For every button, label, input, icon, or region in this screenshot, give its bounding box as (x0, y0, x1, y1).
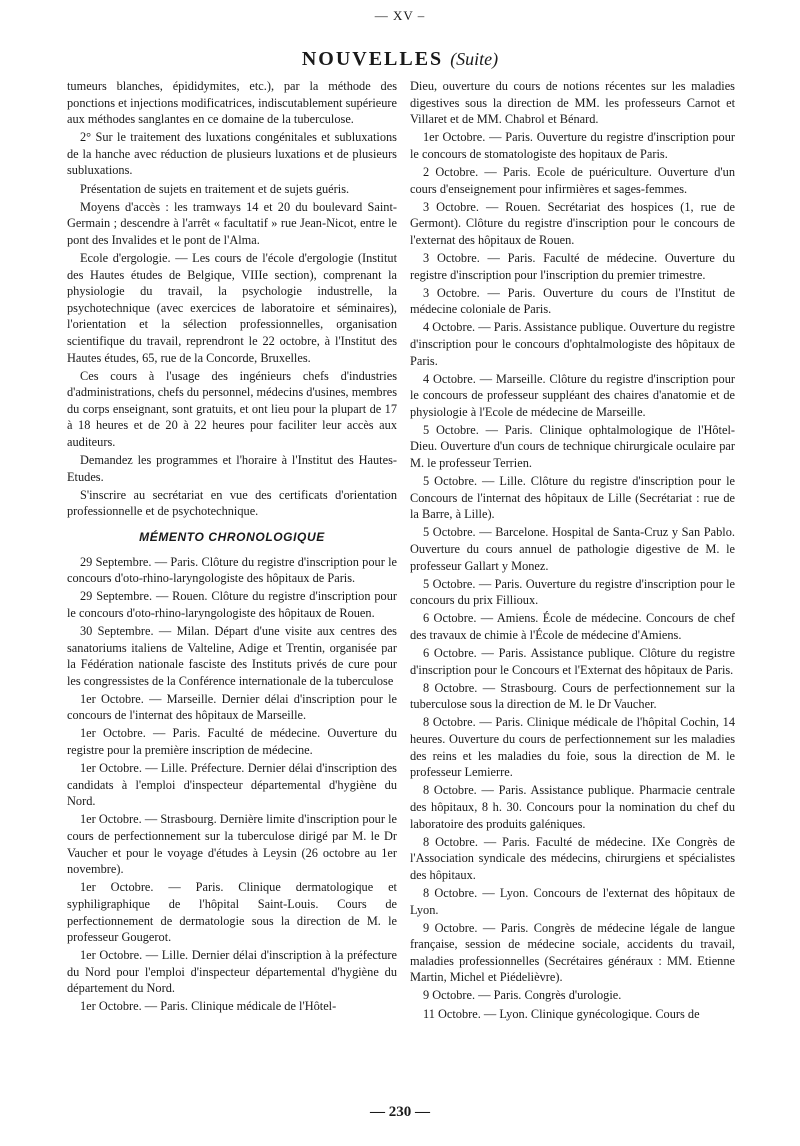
paragraph: Ces cours à l'usage des ingénieurs chefs d'industries d'administrations, chefs du personnel, médecins d'usines, membres du corps enseignant, sont gratuits, et ont lieu pour la plupart de 17 à 18 heures et de 20 à 22 heures pour faciliter leur accès aux auditeurs. (67, 368, 397, 449)
memento-entry: 8 Octobre. — Paris. Assistance publique. Pharmacie centrale des hôpitaux, 8 h. 30. Concours pour la nomination du chef du laboratoire des produits galéniques. (410, 783, 735, 831)
page-number: — 230 — (370, 1104, 430, 1120)
memento-entry: 9 Octobre. — Paris. Congrès de médecine légale de langue française, session de médecine sociale, accidents du travail, maladies professionnelles (Secrétaires généraux : MM. Etienne Martin, Michel et Piédelièvre). (410, 920, 735, 985)
memento-entry: 1er Octobre. — Lille. Dernier délai d'inscription à la préfecture du Nord pour l'emploi d'inspecteur départemental d'hygiène du département du Nord. (67, 948, 397, 996)
memento-entry: 3 Octobre. — Rouen. Secrétariat des hospices (1, rue de Germont). Clôture du registre d'inscription pour le concours de l'externat des hôpitaux de Rouen. (410, 199, 735, 247)
memento-entry: 1er Octobre. — Marseille. Dernier délai d'inscription pour le concours de l'internat des hôpitaux de Marseille. (67, 691, 397, 723)
memento-entry: 11 Octobre. — Lyon. Clinique gynécologique. Cours de (423, 1006, 700, 1021)
memento-entry: 1er Octobre. — Lille. Préfecture. Dernier délai d'inscription des candidats à l'emploi d'inspecteur départemental d'hygiène du Nord. (67, 761, 397, 809)
memento-entry: 5 Octobre. — Paris. Ouverture du registre d'inscription pour le concours du prix Fillioux. (410, 576, 735, 608)
memento-entry: Dieu, ouverture du cours de notions récentes sur les maladies digestives sous la direction de MM. les professeurs Carnot et Villaret et de MM. Chabrol et Bénard. (410, 79, 735, 127)
memento-entry: 29 Septembre. — Paris. Clôture du registre d'inscription pour le concours d'oto-rhino-laryngologiste des hôpitaux de Paris. (67, 554, 397, 586)
roman-page-number: — XV – (374, 8, 426, 23)
paragraph: Présentation de sujets en traitement et de sujets guéris. (80, 181, 350, 196)
title-text: NOUVELLES (301, 48, 444, 70)
memento-entry: 1er Octobre. — Paris. Clinique médicale de l'Hôtel- (80, 999, 337, 1014)
memento-entry: 8 Octobre. — Paris. Clinique médicale de l'hôpital Cochin, 14 heures. Ouverture du cours de perfectionnement sur les maladies des reins et les maladies du foie, sous la direction de M. le professeur Lemierre. (410, 715, 735, 780)
memento-entry: 8 Octobre. — Strasbourg. Cours de perfectionnement sur la tuberculose sous la direction de M. le Dr Vaucher. (410, 680, 735, 712)
memento-entry: 4 Octobre. — Marseille. Clôture du registre d'inscription pour le concours de professeur suppléant des chaires d'anatomie et de physiologie à l'Ecole de médecine de Marseille. (410, 371, 735, 419)
memento-entry: 3 Octobre. — Paris. Ouverture du cours de l'Institut de médecine coloniale de Paris. (410, 285, 735, 317)
paragraph: 2° Sur le traitement des luxations congénitales et subluxations de la hanche avec réduction de plusieurs luxations et de plusieurs subluxations. (67, 130, 397, 178)
memento-entry: 5 Octobre. — Barcelone. Hospital de Santa-Cruz y San Pablo. Ouverture du cours annuel de pathologie digestive de M. le professeur Gallart y Monez. (410, 525, 735, 573)
paragraph: tumeurs blanches, épididymites, etc.), par la méthode des ponctions et injections modificatrices, indiscutablement supérieure aux méthodes sanglantes en ce domaine de la tuberculose. (67, 79, 397, 127)
memento-entry: 4 Octobre. — Paris. Assistance publique. Ouverture du registre d'inscription pour le concours d'ophtalmologiste des hôpitaux de Paris. (410, 320, 735, 368)
memento-entry: 5 Octobre. — Lille. Clôture du registre d'inscription pour le Concours de l'internat des hôpitaux de Lille (Secrétariat : rue de la Barre, à Lille). (410, 474, 735, 522)
memento-entry: 1er Octobre. — Paris. Clinique dermatologique et syphiligraphique de l'hôpital Saint-Louis. Cours de perfectionnement de dermatologie sous la direction de M. le professeur Gougerot. (67, 880, 397, 945)
paragraph: Ecole d'ergologie. — Les cours de l'école d'ergologie (Institut des Hautes études de Belgique, VIIIe section), comprenant la physiologie du travail, la psychologie industrelle, la psychotechnique (avec exercices de laboratoire et séminaires), l'orientation et la sélection professionnelles, organisation scientifique du travail, reprendront le 22 octobre, à l'Institut des Hautes études, 65, rue de la Concorde, Bruxelles. (67, 250, 397, 365)
memento-entry: 2 Octobre. — Paris. Ecole de puériculture. Ouverture d'un cours d'enseignement pour infirmières et sages-femmes. (410, 164, 735, 196)
memento-entry: 29 Septembre. — Rouen. Clôture du registre d'inscription pour le concours d'oto-rhino-laryngologiste des hôpitaux de Rouen. (67, 589, 397, 620)
memento-entry: 1er Octobre. — Paris. Ouverture du registre d'inscription pour le concours de stomatologiste des hopitaux de Paris. (410, 130, 735, 161)
memento-entry: 30 Septembre. — Milan. Départ d'une visite aux centres des sanatoriums italiens de Valteline, Adige et Trentin, organisée par la Fédération nationale fasciste des Instituts privés de cure pour les congressistes de la Conférence internationale de la tuberculose (67, 623, 397, 688)
memento-entry: 6 Octobre. — Amiens. École de médecine. Concours de chef des travaux de chimie à l'École de médecine d'Amiens. (410, 611, 735, 642)
memento-entry: 3 Octobre. — Paris. Faculté de médecine. Ouverture du registre d'inscription pour l'inscription du premier trimestre. (410, 250, 735, 282)
memento-entry: 1er Octobre. — Strasbourg. Dernière limite d'inscription pour le cours de perfectionnement sur la tuberculose dirigé par M. le Dr Vaucher et pour le voyage d'études à Leysin (26 octobre au 1er novembre). (67, 812, 397, 877)
paragraph: Moyens d'accès : les tramways 14 et 20 du boulevard Saint-Germain ; descendre à l'arrêt « facultatif » rue Jean-Nicot, entre le pont des Invalides et le pont de l'Alma. (67, 199, 397, 247)
memento-entry: 9 Octobre. — Paris. Congrès d'urologie. (423, 988, 622, 1003)
memento-entry: 1er Octobre. — Paris. Faculté de médecine. Ouverture du registre pour la première inscription de médecine. (67, 726, 397, 758)
paragraph: Demandez les programmes et l'horaire à l'Institut des Hautes-Etudes. (67, 453, 397, 484)
memento-entry: 8 Octobre. — Paris. Faculté de médecine. IXe Congrès de l'Association syndicale des médecins, chirurgiens et spécialistes des hôpitaux. (410, 834, 735, 882)
right-column (410, 78, 735, 1024)
memento-entry: 6 Octobre. — Paris. Assistance publique. Clôture du registre d'inscription pour le Concours et l'Externat des hôpitaux de Paris. (410, 646, 735, 677)
left-column (67, 78, 397, 1017)
section-heading: MÉMENTO CHRONOLOGIQUE (139, 529, 325, 544)
page-title (0, 48, 800, 71)
paragraph: S'inscrire au secrétariat en vue des certificats d'orientation professionnelle et de psychotechnique. (67, 487, 397, 519)
memento-entry: 8 Octobre. — Lyon. Concours de l'externat des hôpitaux de Lyon. (410, 885, 735, 917)
title-suite: (Suite) (450, 49, 499, 69)
memento-entry: 5 Octobre. — Paris. Clinique ophtalmologique de l'Hôtel-Dieu. Ouverture d'un cours de technique chirurgicale oculaire par M. le professeur Terrien. (410, 422, 735, 471)
